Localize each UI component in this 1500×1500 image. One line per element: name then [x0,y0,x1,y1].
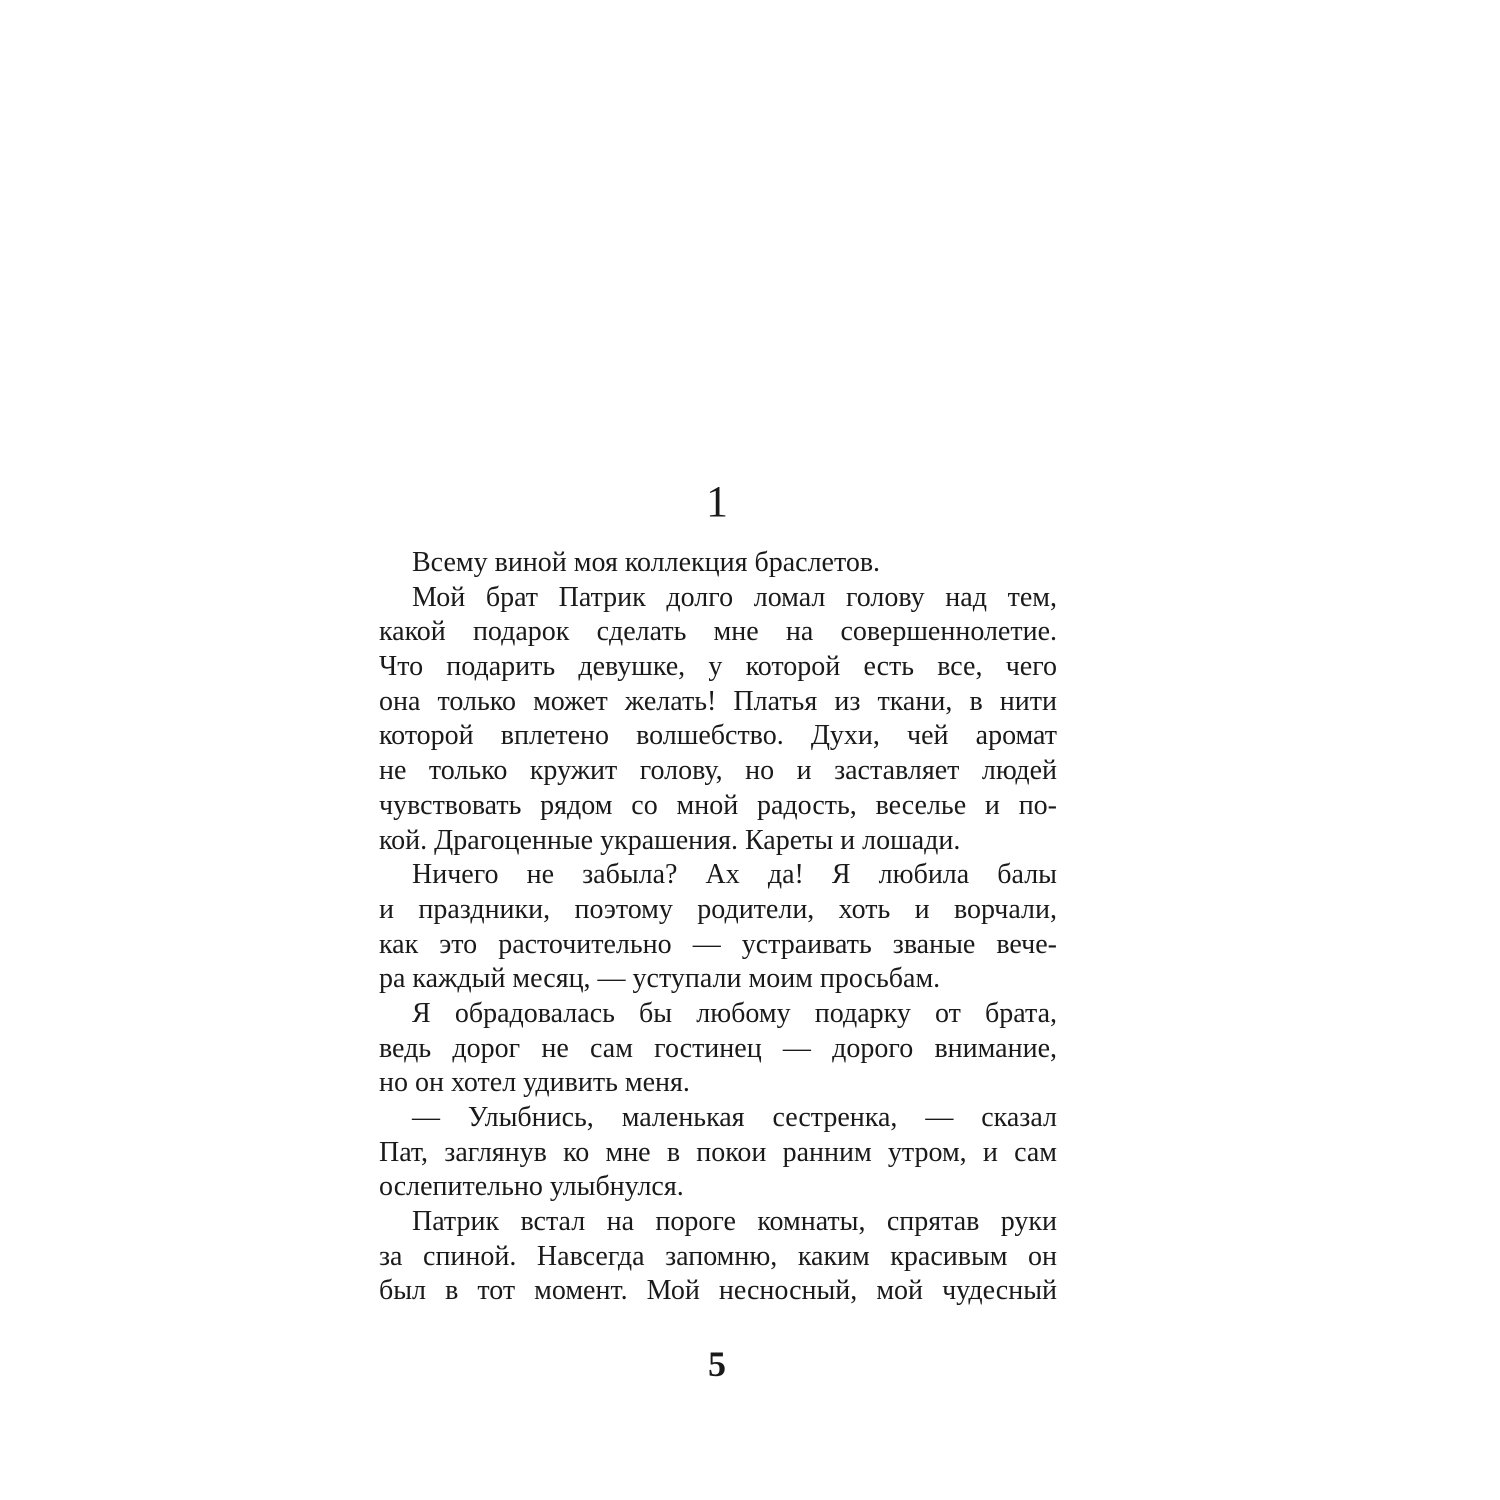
text-line: как это расточительно — устраивать званые вече- [379,928,1057,960]
text-line: — Улыбнись, маленькая сестренка, — сказал [412,1102,1057,1133]
text-line: Мой брат Патрик долго ломал голову над тем, [412,581,1057,613]
text-line: не только кружит голову, но и заставляет людей [379,755,1057,787]
text-line: она только может желать! Платья из ткани, в нити [379,685,1057,717]
text-line: Я обрадовалась бы любому подарку от брата, [412,997,1057,1029]
text-line: и праздники, поэтому родители, хоть и ворчали, [379,893,1057,925]
text-line: Всему виной моя коллекция браслетов. [412,547,881,578]
page-number: 5 [708,1344,726,1384]
text-line: но он хотел удивить меня. [379,1067,690,1099]
text-line: ведь дорог не сам гостинец — дорого внимание, [379,1032,1057,1064]
text-line: какой подарок сделать мне на совершеннолетие. [379,616,1057,648]
chapter-number: 1 [706,477,728,526]
text-line: Ничего не забыла? Ах да! Я любила балы [412,859,1057,891]
text-line: ослепительно улыбнулся. [379,1171,684,1203]
text-line: ра каждый месяц, — уступали моим просьбам. [379,963,941,995]
text-line: Патрик встал на пороге комнаты, спрятав руки [412,1206,1057,1238]
text-line: за спиной. Навсегда запомню, каким красивым он [379,1240,1057,1272]
text-line: чувствовать рядом со мной радость, веселье и по- [379,789,1057,821]
text-line: Что подарить девушке, у которой есть все, чего [379,651,1057,683]
body-text [379,546,1057,1309]
text-line: Пат, заглянув ко мне в покои ранним утром, и сам [379,1136,1057,1168]
text-line: был в тот момент. Мой несносный, мой чудесный [379,1275,1057,1307]
text-line: которой вплетено волшебство. Духи, чей аромат [379,720,1057,752]
text-line: кой. Драгоценные украшения. Кареты и лошади. [379,824,961,856]
